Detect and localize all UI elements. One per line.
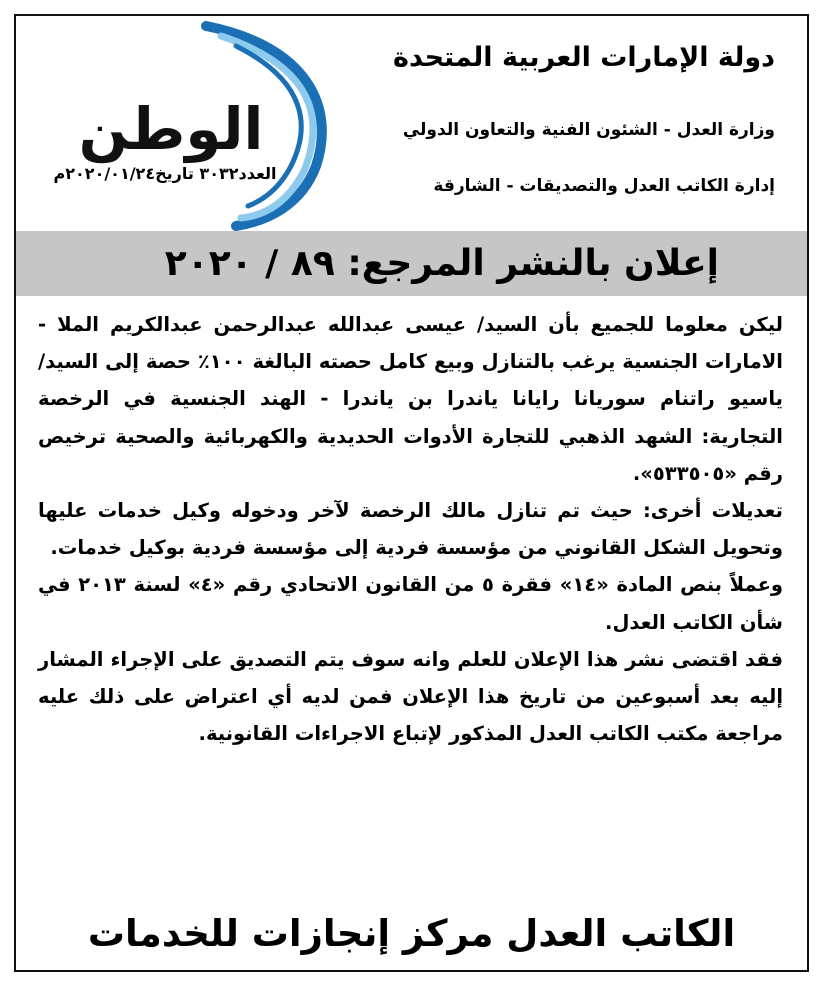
notary-signature: الكاتب العدل مركز إنجازات للخدمات [87,912,736,955]
country-name: دولة الإمارات العربية المتحدة [393,42,775,73]
announcement-body [38,306,783,752]
newspaper-name: الوطن [78,95,264,163]
body-paragraph-amendments: تعديلات أخرى: حيث تم تنازل مالك الرخصة لآخر ودخوله وكيل خدمات عليها وتحويل الشكل القانوني من مؤسسة فردية إلى مؤسسة فردية بوكيل خدمات. [38,499,783,560]
ministry-name: وزارة العدل - الشئون الفنية والتعاون الدولي [402,120,775,140]
announcement-frame [14,14,809,972]
announcement-title: إعلان بالنشر المرجع: ٨٩ / ٢٠٢٠ [16,231,807,296]
department-name: إدارة الكاتب العدل والتصديقات - الشارقة [433,176,775,196]
issue-date-line: العدد٣٠٣٢ تاريخ٢٠٢٠/٠١/٢٤م [53,164,277,183]
header [16,16,807,231]
body-paragraph-legal-basis: وعملاً بنص المادة «١٤» فقرة ٥ من القانون الاتحادي رقم «٤» لسنة ٢٠١٣ في شأن الكاتب العدل. [38,573,784,634]
body-paragraph-objection-notice: فقد اقتضى نشر هذا الإعلان للعلم وانه سوف يتم التصديق على الإجراء المشار إليه بعد أسبوعين من تاريخ هذا الإعلان فمن لديه أي اعتراض على ذلك عليه مراجعة مكتب الكاتب العدل المذكور لإتباع الاجراءات القانونية. [38,647,783,746]
body-paragraph-transfer: ليكن معلوما للجميع بأن السيد/ عيسى عبدالله عبدالرحمن عبدالكريم الملا - الامارات الجنسية يرغب بالتنازل وبيع كامل حصته البالغة ١٠٠٪ حصة إلى السيد/ ياسيو راتنام سوريانا رايانا ياندرا بن ياندرا - الهند الجنسية في الرخصة التجارية: الشهد الذهبي للتجارة الأدوات الحديدية والكهربائية والصحية ترخيص رقم «٥٣٣٥٠٥». [38,313,783,485]
